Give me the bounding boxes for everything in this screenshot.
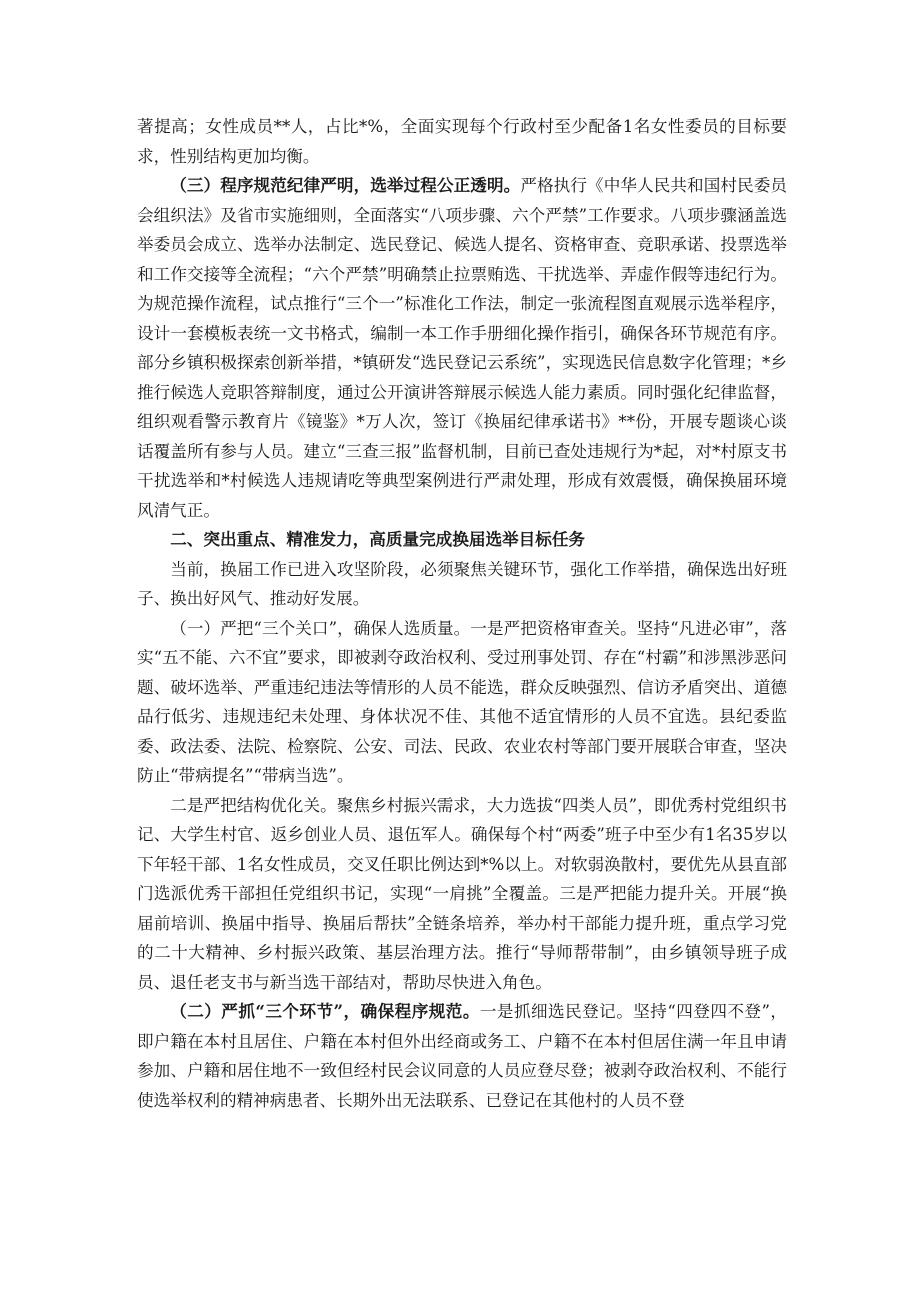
- paragraph-2-lead: （三）程序规范纪律严明，选举过程公正透明。: [170, 175, 521, 195]
- paragraph-6-lead: （二）严抓“三个环节”，确保程序规范。: [170, 1001, 480, 1021]
- paragraph-1-text: 著提高；女性成员**人，占比*%，全面实现每个行政村至少配备1名女性委员的目标要求，性别结构更加均衡。: [137, 117, 787, 166]
- paragraph-3-text: 当前，换届工作已进入攻坚阶段，必须聚焦关键环节，强化工作举措，确保选出好班子、换出好风气、推动好发展。: [137, 559, 787, 608]
- section-heading-2: 二、突出重点、精准发力，高质量完成换届选举目标任务: [170, 530, 586, 549]
- document-page: [137, 112, 787, 1115]
- paragraph-4-text: （一）严把“三个关口”，确保人选质量。一是严把资格审查关。坚持“凡进必审”，落实“五不能、六不宜”要求，即被剥夺政治权利、受过刑事处罚、存在“村霸”和涉黑涉恶问题、破坏选举、严重违纪违法等情形的人员不能选，群众反映强烈、信访矛盾突出、道德品行低劣、违规违纪未处理、身体状况不佳、其他不适宜情形的人员不宜选。县纪委监委、政法委、法院、检察院、公安、司法、民政、农业农村等部门要开展联合审查，坚决防止“带病提名”“带病当选”。: [137, 618, 787, 785]
- paragraph-1: [137, 112, 787, 171]
- paragraph-3: [137, 555, 787, 614]
- paragraph-2: [137, 171, 787, 525]
- paragraph-5: [137, 791, 787, 998]
- paragraph-6: [137, 997, 787, 1115]
- paragraph-6-text: 一是抓细选民登记。坚持“四登四不登”，即户籍在本村且居住、户籍在本村但外出经商或务工、户籍不在本村但居住满一年且申请参加、户籍和居住地不一致但经村民会议同意的人员应登尽登；被剥夺政治权利、不能行使选举权利的精神病患者、长期外出无法联系、已登记在其他村的人员不登: [137, 1002, 787, 1110]
- paragraph-4: [137, 614, 787, 791]
- paragraph-2-text: 严格执行《中华人民共和国村民委员会组织法》及省市实施细则，全面落实“八项步骤、六个严禁”工作要求。八项步骤涵盖选举委员会成立、选举办法制定、选民登记、候选人提名、资格审查、竞职承诺、投票选举和工作交接等全流程；“六个严禁”明确禁止拉票贿选、干扰选举、弄虚作假等违纪行为。为规范操作流程，试点推行“三个一”标准化工作法，制定一张流程图直观展示选举程序，设计一套模板表统一文书格式，编制一本工作手册细化操作指引，确保各环节规范有序。部分乡镇积极探索创新举措，*镇研发“选民登记云系统”，实现选民信息数字化管理；*乡推行候选人竞职答辩制度，通过公开演讲答辩展示候选人能力素质。同时强化纪律监督，组织观看警示教育片《镜鉴》*万人次，签订《换届纪律承诺书》**份，开展专题谈心谈话覆盖所有参与人员。建立“三查三报”监督机制，目前已查处违规行为*起，对*村原支书干扰选举和*村候选人违规请吃等典型案例进行严肃处理，形成有效震慑，确保换届环境风清气正。: [137, 176, 788, 520]
- paragraph-5-text: 二是严把结构优化关。聚焦乡村振兴需求，大力选拔“四类人员”，即优秀村党组织书记、大学生村官、返乡创业人员、退伍军人。确保每个村“两委”班子中至少有1名35岁以下年轻干部、1名女性成员，交叉任职比例达到*%以上。对软弱涣散村，要优先从县直部门选派优秀干部担任党组织书记，实现“一肩挑”全覆盖。三是严把能力提升关。开展“换届前培训、换届中指导、换届后帮扶”全链条培养，举办村干部能力提升班，重点学习党的二十大精神、乡村振兴政策、基层治理方法。推行“导师帮带制”，由乡镇领导班子成员、退任老支书与新当选干部结对，帮助尽快进入角色。: [137, 795, 787, 992]
